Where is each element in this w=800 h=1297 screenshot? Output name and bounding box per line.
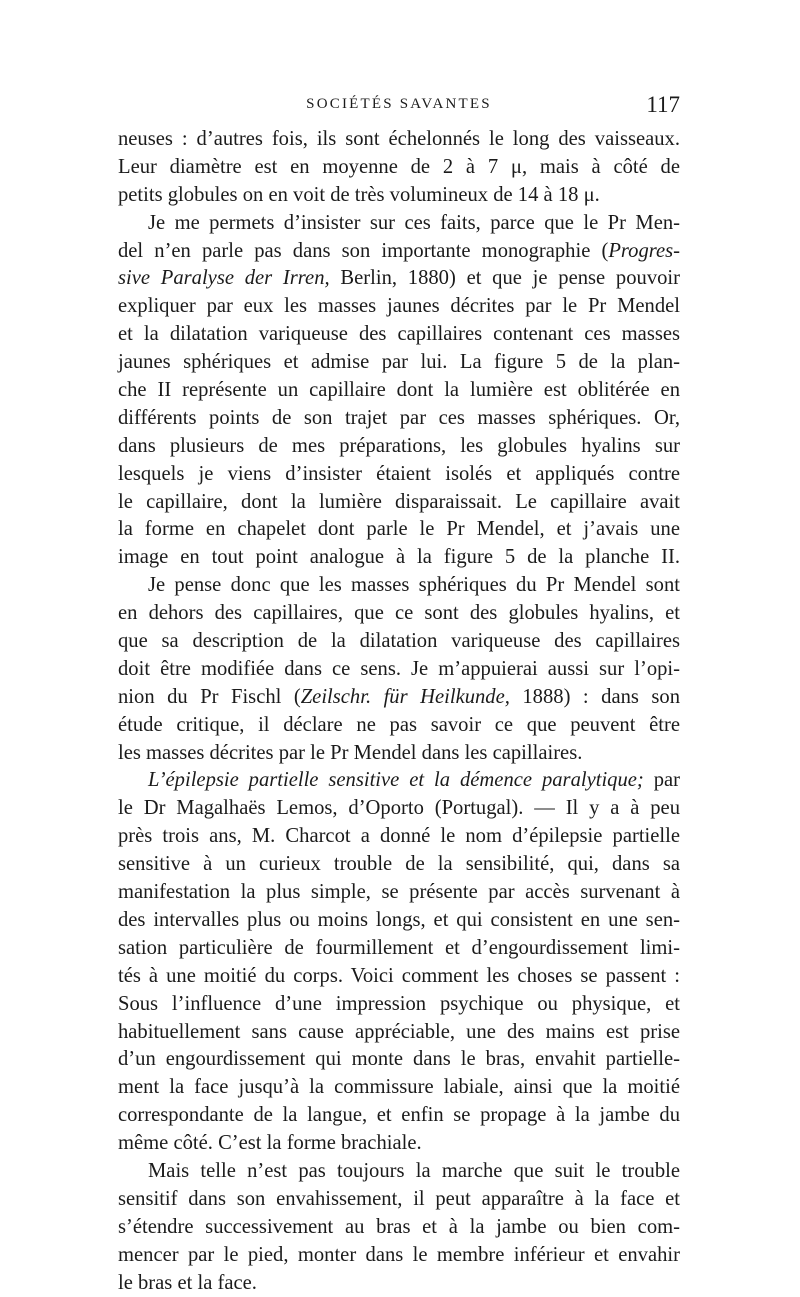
text-line — [118, 684, 680, 712]
text-segment: correspondante de la langue, et enfin se propage à la jambe du — [118, 1104, 680, 1127]
text-segment: image en tout point analogue à la figure 5 de la planche II. — [118, 546, 680, 569]
text-line — [118, 740, 680, 768]
text-line — [118, 349, 680, 377]
text-segment: que sa description de la dilatation variqueuse des capillaires — [118, 630, 680, 653]
text-line — [118, 656, 680, 684]
text-segment: Mais telle n’est pas toujours la marche que suit le trouble — [148, 1159, 680, 1182]
text-line — [118, 963, 680, 991]
text-line — [118, 433, 680, 461]
text-segment: mencer par le pied, monter dans le membre inférieur et envahir — [118, 1243, 680, 1266]
text-line — [118, 182, 680, 210]
text-line — [118, 238, 680, 266]
text-segment: près trois ans, M. Charcot a donné le nom d’épilepsie partielle — [118, 825, 680, 848]
text-line — [118, 1074, 680, 1102]
text-line — [118, 879, 680, 907]
text-line — [118, 795, 680, 823]
text-segment: neuses : d’autres fois, ils sont échelonnés le long des vaisseaux. — [118, 128, 680, 150]
text-line — [118, 126, 680, 154]
text-segment: des intervalles plus ou moins longs, et qui consistent en une sen- — [118, 908, 680, 931]
text-line — [118, 544, 680, 572]
text-segment: le bras et la face. — [118, 1271, 257, 1294]
text-segment: et la dilatation variqueuse des capillaires contenant ces masses — [118, 323, 680, 346]
text-segment: doit être modifiée dans ce sens. Je m’appuierai aussi sur l’opi- — [118, 657, 680, 680]
text-segment: jaunes sphériques et admise par lui. La figure 5 de la plan- — [118, 351, 680, 374]
text-line — [118, 712, 680, 740]
page-number: 117 — [646, 92, 680, 117]
text-segment: par — [643, 769, 680, 792]
text-segment: le Dr Magalhaës Lemos, d’Oporto (Portugal). — Il y a à peu — [118, 797, 680, 820]
text-line — [118, 1214, 680, 1242]
text-line — [118, 1158, 680, 1186]
italic-text-segment: sive Paralyse der Irren, — [118, 267, 330, 290]
text-segment: Sous l’influence d’une impression psychique ou physique, et — [118, 992, 680, 1015]
text-line — [118, 1046, 680, 1074]
text-segment: d’un engourdissement qui monte dans le bras, envahit partielle- — [118, 1048, 680, 1071]
text-segment: le capillaire, dont la lumière disparaissait. Le capillaire avait — [118, 490, 680, 513]
text-segment: dans plusieurs de mes préparations, les globules hyalins sur — [118, 434, 680, 457]
text-line — [118, 321, 680, 349]
text-line — [118, 405, 680, 433]
text-line — [118, 265, 680, 293]
text-line — [118, 600, 680, 628]
text-segment: sensitive à un curieux trouble de la sensibilité, qui, dans sa — [118, 853, 680, 876]
running-header — [118, 92, 680, 122]
text-segment: che II représente un capillaire dont la lumière est oblitérée en — [118, 379, 680, 402]
text-segment: étude critique, il déclare ne pas savoir ce que peuvent être — [118, 713, 680, 736]
text-line — [118, 154, 680, 182]
text-segment: Je me permets d’insister sur ces faits, parce que le Pr Men- — [148, 211, 680, 234]
text-line — [118, 1186, 680, 1214]
text-segment: Je pense donc que les masses sphériques du Pr Mendel sont — [148, 574, 680, 597]
text-segment: sation particulière de fourmillement et d’engourdissement limi- — [118, 936, 680, 959]
text-line — [118, 991, 680, 1019]
text-segment: Berlin, 1880) et que je pense pouvoir — [329, 267, 680, 290]
text-line — [118, 1102, 680, 1130]
text-line — [118, 461, 680, 489]
text-segment: expliquer par eux les masses jaunes décrites par le Pr Mendel — [118, 295, 680, 318]
text-segment: lesquels je viens d’insister étaient isolés et appliqués contre — [118, 462, 680, 485]
text-segment: petits globules on en voit de très volumineux de 14 à 18 μ. — [118, 183, 600, 206]
text-line — [118, 516, 680, 544]
text-segment: tés à une moitié du corps. Voici comment les choses se passent : — [118, 964, 680, 987]
text-line — [118, 377, 680, 405]
text-line — [118, 210, 680, 238]
text-segment: ment la face jusqu’à la commissure labiale, ainsi que la moitié — [118, 1076, 680, 1099]
text-segment: différents points de son trajet par ces masses sphériques. Or, — [118, 406, 680, 429]
text-line — [118, 572, 680, 600]
text-segment: Leur diamètre est en moyenne de 2 à 7 μ, mais à côté de — [118, 155, 680, 178]
text-line — [118, 823, 680, 851]
text-segment: habituellement sans cause appréciable, une des mains est prise — [118, 1020, 680, 1043]
text-line — [118, 1270, 680, 1297]
text-segment: nion du Pr Fischl ( — [118, 685, 301, 708]
text-segment: même côté. C’est la forme brachiale. — [118, 1132, 422, 1155]
text-line — [118, 628, 680, 656]
text-line — [118, 907, 680, 935]
text-line — [118, 293, 680, 321]
text-segment: 1888) : dans son — [509, 685, 680, 708]
text-segment: manifestation la plus simple, se présente par accès survenant à — [118, 881, 680, 904]
text-segment: la forme en chapelet dont parle le Pr Mendel, et j’avais une — [118, 518, 680, 541]
italic-text-segment: Progres- — [608, 239, 680, 262]
italic-text-segment: L’épilepsie partielle sensitive et la démence paralytique; — [148, 769, 644, 792]
italic-text-segment: Zeilschr. für Heilkunde, — [300, 685, 510, 708]
text-line — [118, 1242, 680, 1270]
text-segment: en dehors des capillaires, que ce sont des globules hyalins, et — [118, 602, 680, 625]
text-line — [118, 935, 680, 963]
text-line — [118, 1019, 680, 1047]
running-title: SOCIÉTÉS SAVANTES — [306, 96, 492, 112]
text-line — [118, 767, 680, 795]
text-line — [118, 489, 680, 517]
body-text — [118, 126, 680, 1297]
text-segment: les masses décrites par le Pr Mendel dans les capillaires. — [118, 741, 583, 764]
text-line — [118, 1130, 680, 1158]
text-segment: sensitif dans son envahissement, il peut apparaître à la face et — [118, 1187, 680, 1210]
text-line — [118, 851, 680, 879]
text-segment: del n’en parle pas dans son importante monographie ( — [118, 239, 609, 262]
text-segment: s’étendre successivement au bras et à la jambe ou bien com- — [118, 1215, 680, 1238]
